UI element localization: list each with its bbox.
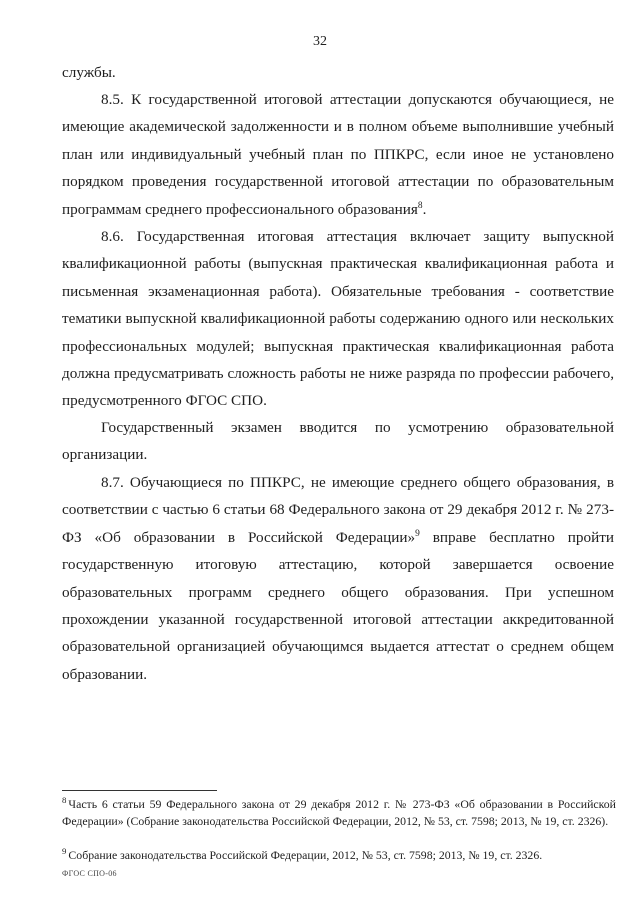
page-number: 32 bbox=[313, 34, 327, 49]
paragraph-8-7-text-b: вправе бесплатно пройти государственную итоговую аттестацию, которой завершается освоение образовательных программ среднего общего образования. При успешном прохождении указанной государственной итоговой аттестации аккредитованной образовательной организацией обучающимся выдается аттестат о среднем общем образовании. bbox=[62, 528, 614, 683]
paragraph-8-5 bbox=[62, 86, 614, 223]
paragraph-8-5-end: . bbox=[422, 200, 427, 218]
paragraph-8-6: 8.6. Государственная итоговая аттестация включает защиту выпускной квалификационной работы (выпускная практическая квалификационная работа и письменная экзаменационная работа). Обязательные требования - соответствие тематики выпускной квалификационной работы содержанию одного или нескольких профессиональных модулей; выпускная практическая квалификационная работа должна предусматривать сложность работы не ниже разряда по профессии рабочего, предусмотренного ФГОС СПО. bbox=[62, 228, 614, 410]
footnote-8-text: Часть 6 статьи 59 Федерального закона от 29 декабря 2012 г. № 273-ФЗ «Об образовании в Российской Федерации» (Собрание законодательства Российской Федерации, 2012, № 53, ст. 7598; 2013, № 19, ст. 2326). bbox=[62, 797, 616, 828]
paragraph-8-7 bbox=[62, 469, 614, 688]
document-stamp: ФГОС СПО-06 bbox=[62, 869, 117, 878]
footnote-ref-8: 8 bbox=[417, 200, 423, 211]
footnote-9-text: Собрание законодательства Российской Федерации, 2012, № 53, ст. 7598; 2013, № 19, ст. 2326. bbox=[68, 848, 543, 862]
footnote-9-mark: 9 bbox=[62, 846, 67, 857]
paragraph-8-5-text: 8.5. К государственной итоговой аттестации допускаются обучающиеся, не имеющие академической задолженности и в полном объеме выполнившие учебный план или индивидуальный учебный план по ППКРС, если иное не установлено порядком проведения государственной итоговой аттестации по образовательным программам среднего профессионального образования bbox=[62, 91, 614, 218]
paragraph-8-7-text-a: 8.7. Обучающиеся по ППКРС, не имеющие среднего общего образования, в соответствии с частью 6 статьи 68 Федерального закона от 29 декабря 2012 г. № 273-ФЗ «Об образовании в Российской Федерации» bbox=[62, 474, 614, 546]
footnote-9 bbox=[62, 847, 616, 864]
paragraph-continuation: службы. bbox=[62, 64, 116, 81]
footnote-8 bbox=[62, 796, 616, 830]
paragraph-state-exam: Государственный экзамен вводится по усмотрению образовательной организации. bbox=[62, 419, 614, 464]
footnote-8-mark: 8 bbox=[62, 795, 67, 806]
footnote-separator bbox=[62, 790, 217, 791]
footnote-ref-9: 9 bbox=[415, 528, 420, 539]
